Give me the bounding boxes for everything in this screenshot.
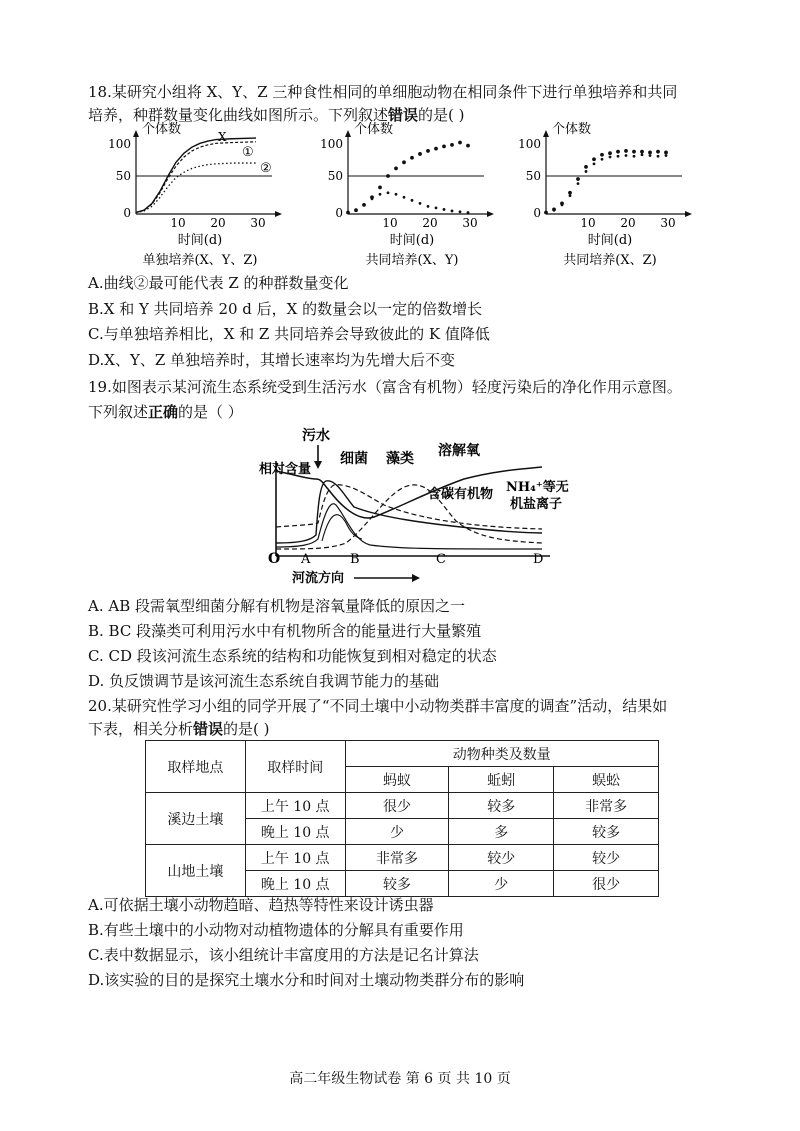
table-cell: 较多 xyxy=(345,871,449,897)
data-point-z-4 xyxy=(577,182,580,185)
data-point-y-13 xyxy=(451,210,454,213)
header-site: 取样地点 xyxy=(146,741,246,793)
time-cell: 上午 10 点 xyxy=(245,793,345,819)
header-centipede: 蜈蚣 xyxy=(554,767,659,793)
table-cell: 很少 xyxy=(345,793,449,819)
graph2-xlabel: 时间(d) xyxy=(389,233,435,248)
data-point-x-7 xyxy=(600,153,604,157)
data-point-x-5 xyxy=(584,165,588,169)
data-point-x-6 xyxy=(394,167,398,171)
q18-option-b: B.X 和 Y 共同培养 20 d 后，X 的数量会以一定的倍数增长 xyxy=(88,300,483,318)
q19-stem-line1: 19.如图表示某河流生态系统受到生活污水（富含有机物）轻度污染后的净化作用示意图。 xyxy=(88,378,682,396)
graph1-series-1-line xyxy=(136,142,256,213)
data-point-y-12 xyxy=(443,208,446,211)
graph1-ylabel: 个体数 xyxy=(142,122,182,137)
data-point-x-10 xyxy=(426,149,430,153)
table-cell: 很少 xyxy=(554,871,659,897)
table-cell: 非常多 xyxy=(554,793,659,819)
header-ant: 蚂蚁 xyxy=(345,767,449,793)
data-point-y-5 xyxy=(387,191,390,194)
site-stream-soil: 溪边土壤 xyxy=(146,793,246,845)
data-point-z-1 xyxy=(553,209,556,212)
graph3-xtick-30: 30 xyxy=(660,216,676,230)
time-cell: 晚上 10 点 xyxy=(245,871,345,897)
graph3-y-arrow xyxy=(543,130,549,137)
q18-stem-text: 培养，种群数量变化曲线如图所示。下列叙述 xyxy=(88,106,389,124)
data-point-y-9 xyxy=(419,202,422,205)
q20-answer-paren: 的是( ) xyxy=(223,720,270,738)
table-cell: 非常多 xyxy=(345,845,449,871)
q18-emphasis-word: 错误 xyxy=(388,106,419,124)
data-point-x-4 xyxy=(576,177,580,181)
data-point-x-4 xyxy=(378,186,382,190)
graph1-x-arrow xyxy=(275,211,282,217)
graph3-xtick-20: 20 xyxy=(620,216,636,230)
diagram-mineral-ions-label: 机盐离子 xyxy=(510,497,563,512)
q18-graph-2 xyxy=(312,122,502,270)
q19-option-c: C. CD 段该河流生态系统的结构和功能恢复到相对稳定的状态 xyxy=(88,647,497,665)
graph1-y-arrow xyxy=(133,130,139,137)
q18-option-c: C.与单独培养相比，X 和 Z 共同培养会导致彼此的 K 值降低 xyxy=(88,325,490,343)
data-point-z-6 xyxy=(593,162,596,165)
graph2-caption: 共同培养(X、Y) xyxy=(365,253,459,268)
page-footer: 高二年级生物试卷 第 6 页 共 10 页 xyxy=(289,1071,511,1087)
graph1-label-1: ① xyxy=(242,145,254,160)
header-time: 取样时间 xyxy=(245,741,345,793)
q19-option-a: A. AB 段需氧型细菌分解有机物是溶氧量降低的原因之一 xyxy=(88,597,465,615)
graph2-ytick-50: 50 xyxy=(327,169,343,183)
graph3-caption: 共同培养(X、Z) xyxy=(563,253,657,268)
time-cell: 上午 10 点 xyxy=(245,845,345,871)
graph2-xtick-20: 20 xyxy=(422,216,438,230)
diagram-algae-curve xyxy=(276,485,542,549)
q18-stem-line1: 18.某研究小组将 X、Y、Z 三种食性相同的单细胞动物在相同条件下进行单独培养和共同 xyxy=(88,83,678,101)
data-point-y-15 xyxy=(467,211,470,214)
table-row xyxy=(146,793,659,819)
data-point-x-13 xyxy=(648,151,652,155)
diagram-nh4-curve xyxy=(276,485,542,529)
data-point-y-6 xyxy=(395,193,398,196)
time-cell: 晚上 10 点 xyxy=(245,819,345,845)
q20-option-a: A.可依据土壤小动物趋暗、趋热等特性来设计诱虫器 xyxy=(88,896,434,914)
diagram-xlabel: 河流方向 xyxy=(292,571,345,586)
data-point-x-15 xyxy=(664,151,668,155)
graph1-caption: 单独培养(X、Y、Z) xyxy=(142,253,258,268)
data-point-z-2 xyxy=(561,203,564,206)
q18-answer-paren: 的是( ) xyxy=(418,106,465,124)
graph3-points xyxy=(544,149,668,214)
data-point-z-15 xyxy=(665,154,668,157)
header-species-group: 动物种类及数量 xyxy=(345,741,658,767)
diagram-carbon-organic-label: 含碳有机物 xyxy=(428,487,494,502)
diagram-origin: O xyxy=(268,551,281,567)
data-point-x-11 xyxy=(632,150,636,154)
diagram-sewage-arrowhead xyxy=(314,461,322,469)
data-point-z-13 xyxy=(649,154,652,157)
data-point-z-9 xyxy=(617,155,620,158)
data-point-y-2 xyxy=(363,203,366,206)
graph1-ytick-0: 0 xyxy=(123,206,131,220)
data-point-z-11 xyxy=(633,155,636,158)
data-point-x-8 xyxy=(608,151,612,155)
diagram-bump-curve xyxy=(322,515,362,541)
data-point-y-10 xyxy=(427,205,430,208)
data-point-x-12 xyxy=(640,150,644,154)
q20-stem-text: 下表，相关分析 xyxy=(88,720,194,738)
graph3-ytick-50: 50 xyxy=(525,169,541,183)
graph2-points xyxy=(346,141,470,215)
data-point-z-0 xyxy=(545,211,548,214)
data-point-z-8 xyxy=(609,156,612,159)
diagram-direction-arrowhead xyxy=(412,574,420,582)
graph1-xtick-20: 20 xyxy=(210,216,226,230)
diagram-bacteria-label: 细菌 xyxy=(340,451,368,467)
q19-stem-text: 下列叙述 xyxy=(88,403,149,421)
q19-emphasis-word: 正确 xyxy=(148,403,179,421)
graph3-xtick-10: 10 xyxy=(580,216,596,230)
graph1-label-x: X xyxy=(218,130,227,144)
data-point-x-13 xyxy=(450,143,454,147)
q18-option-a: A.曲线②最可能代表 Z 的种群数量变化 xyxy=(88,274,349,292)
graph3-ytick-100: 100 xyxy=(518,137,541,151)
data-point-x-9 xyxy=(616,150,620,154)
site-mountain-soil: 山地土壤 xyxy=(146,845,246,897)
table-cell: 多 xyxy=(449,819,554,845)
graph2-xtick-30: 30 xyxy=(462,216,478,230)
data-point-y-0 xyxy=(347,211,350,214)
diagram-carbon-organic-curve xyxy=(276,481,542,543)
diagram-algae-label: 藻类 xyxy=(386,451,414,467)
q19-stem-line2 xyxy=(88,402,243,422)
q19-answer-paren: 的是（ ） xyxy=(178,403,243,421)
data-point-x-5 xyxy=(386,174,390,178)
graph2-y-arrow xyxy=(345,130,351,137)
graph2-ytick-100: 100 xyxy=(320,137,343,151)
graph1-series-2-line xyxy=(136,163,256,212)
data-point-x-10 xyxy=(624,149,628,153)
table-cell: 少 xyxy=(449,871,554,897)
graph1-label-2: ② xyxy=(260,161,272,176)
graph2-ytick-0: 0 xyxy=(335,206,343,220)
table-cell: 较少 xyxy=(554,845,659,871)
diagram-ylabel: 相对含量 xyxy=(259,462,312,477)
graph3-x-arrow xyxy=(685,211,692,217)
graph2-xtick-10: 10 xyxy=(382,216,398,230)
data-point-y-14 xyxy=(459,210,462,213)
data-point-y-4 xyxy=(379,193,382,196)
table-cell: 较多 xyxy=(449,793,554,819)
table-cell: 较多 xyxy=(554,819,659,845)
data-point-x-7 xyxy=(402,160,406,164)
q20-stem-line1: 20.某研究性学习小组的同学开展了“不同土壤中小动物类群丰富度的调查”活动，结果如 xyxy=(88,697,668,715)
diagram-point-d: D xyxy=(533,552,544,567)
q20-survey-table xyxy=(145,740,659,897)
header-earthworm: 蚯蚓 xyxy=(449,767,554,793)
diagram-sewage-label: 污水 xyxy=(302,428,330,444)
data-point-x-9 xyxy=(418,152,422,156)
graph1-xtick-10: 10 xyxy=(170,216,186,230)
diagram-point-a: A xyxy=(301,552,311,567)
q20-option-c: C.表中数据显示，该小组统计丰富度用的方法是记名计算法 xyxy=(88,946,479,964)
data-point-x-6 xyxy=(592,157,596,161)
table-header-row xyxy=(146,741,659,767)
diagram-oxygen-curve xyxy=(276,467,542,518)
graph1-ytick-100: 100 xyxy=(108,137,131,151)
q19-option-b: B. BC 段藻类可利用污水中有机物所含的能量进行大量繁殖 xyxy=(88,622,482,640)
graph3-ylabel: 个体数 xyxy=(552,122,592,137)
data-point-x-14 xyxy=(656,150,660,154)
diagram-point-b: B xyxy=(350,552,360,567)
data-point-z-10 xyxy=(625,154,628,157)
q18-graph-1 xyxy=(100,122,290,270)
diagram-point-c: C xyxy=(436,552,446,567)
graph3-ytick-0: 0 xyxy=(533,206,541,220)
q20-option-d: D.该实验的目的是探究土壤水分和时间对土壤动物类群分布的影响 xyxy=(88,971,525,989)
graph1-ytick-50: 50 xyxy=(115,169,131,183)
data-point-x-15 xyxy=(466,144,470,148)
data-point-y-8 xyxy=(411,199,414,202)
table-row xyxy=(146,845,659,871)
table-cell: 较少 xyxy=(449,845,554,871)
table-cell: 少 xyxy=(345,819,449,845)
data-point-x-3 xyxy=(568,191,572,195)
data-point-z-5 xyxy=(585,170,588,173)
q18-graph-3 xyxy=(510,122,700,270)
data-point-z-14 xyxy=(657,155,660,158)
graph2-x-arrow xyxy=(487,211,494,217)
q20-option-b: B.有些土壤中的小动物对动植物遗体的分解具有重要作用 xyxy=(88,921,464,939)
diagram-bacteria-curve xyxy=(276,504,542,549)
q19-option-d: D. 负反馈调节是该河流生态系统自我调节能力的基础 xyxy=(88,672,440,690)
graph3-xlabel: 时间(d) xyxy=(587,233,633,248)
data-point-x-14 xyxy=(458,141,462,145)
graph1-xlabel: 时间(d) xyxy=(177,233,223,248)
q19-purification-diagram xyxy=(250,425,570,590)
q20-emphasis-word: 错误 xyxy=(193,720,224,738)
q20-stem-line2 xyxy=(88,719,270,739)
data-point-z-12 xyxy=(641,153,644,156)
diagram-nh4-label: NH₄⁺等无 xyxy=(506,480,569,495)
data-point-x-8 xyxy=(410,156,414,160)
graph2-ylabel: 个体数 xyxy=(354,122,394,137)
data-point-z-3 xyxy=(569,194,572,197)
data-point-x-11 xyxy=(434,147,438,151)
data-point-x-12 xyxy=(442,144,446,148)
data-point-y-3 xyxy=(371,197,374,200)
data-point-y-7 xyxy=(403,196,406,199)
q18-option-d: D.X、Y、Z 单独培养时，其增长速率均为先增大后不变 xyxy=(88,351,456,369)
data-point-y-1 xyxy=(355,209,358,212)
data-point-z-7 xyxy=(601,158,604,161)
data-point-y-11 xyxy=(435,207,438,210)
diagram-oxygen-label: 溶解氧 xyxy=(438,443,480,459)
graph1-xtick-30: 30 xyxy=(250,216,266,230)
